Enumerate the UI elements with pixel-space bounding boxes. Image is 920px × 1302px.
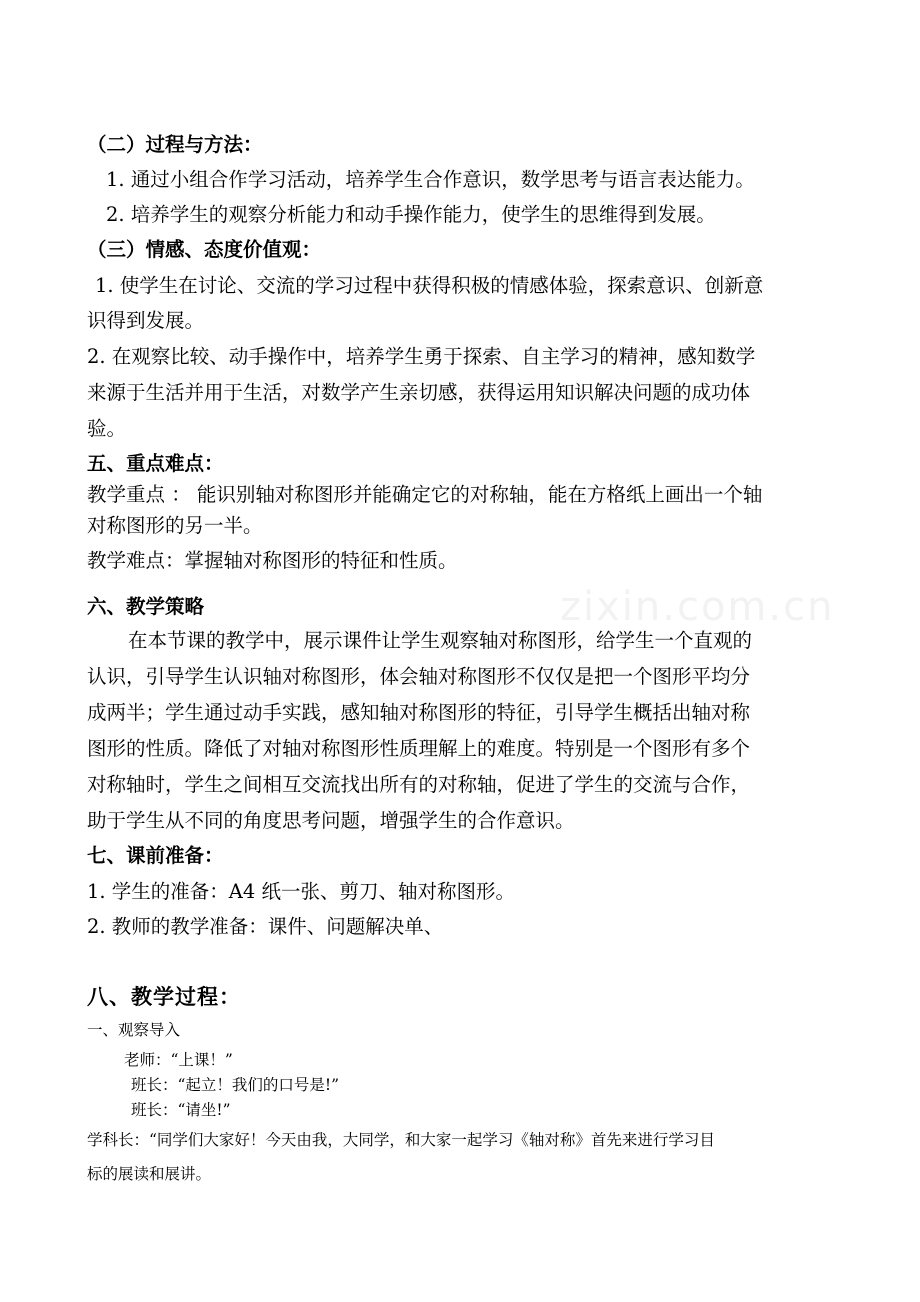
section5-key-line2: 对称图形的另一半。 — [87, 514, 263, 537]
section6-para-line: 在本节课的教学中，展示课件让学生观察轴对称图形，给学生一个直观的 — [128, 629, 753, 652]
section5-difficulty: 教学难点：掌握轴对称图形的特征和性质。 — [87, 549, 458, 572]
section6-para-line: 图形的性质。降低了对轴对称图形性质理解上的难度。特别是一个图形有多个 — [87, 737, 751, 760]
section3-item2-line2: 来源于生活并用于生活，对数学产生亲切感，获得运用知识解决问题的成功体 — [87, 381, 751, 404]
watermark: zixin.com.cn — [560, 584, 835, 630]
section7-heading: 七、课前准备： — [87, 844, 224, 867]
section6-heading: 六、教学策略 — [87, 595, 205, 618]
section6-para-line: 认识，引导学生认识轴对称图形，体会轴对称图形不仅仅是把一个图形平均分 — [87, 665, 751, 688]
section8-sub1: 一、观察导入 — [87, 1021, 181, 1039]
section6-para-line: 成两半；学生通过动手实践，感知轴对称图形的特征，引导学生概括出轴对称 — [87, 701, 751, 724]
section5-key-line1: 教学重点 ： 能识别轴对称图形并能确定它的对称轴，能在方格纸上画出一个轴 — [87, 483, 763, 506]
section2-item2: 2. 培养学生的观察分析能力和动手操作能力，使学生的思维得到发展。 — [106, 203, 716, 226]
section7-item1: 1. 学生的准备：A4 纸一张、剪刀、轴对称图形。 — [87, 880, 515, 903]
dialogue-teacher: 老师：“上课！” — [124, 1051, 233, 1069]
section3-heading: （三）情感、态度价值观： — [87, 238, 322, 261]
section2-heading: （二）过程与方法： — [87, 133, 263, 156]
section6-para-line: 助于学生从不同的角度思考问题，增强学生的合作意识。 — [87, 809, 575, 832]
section5-heading: 五、重点难点： — [87, 452, 224, 475]
section2-item1: 1. 通过小组合作学习活动，培养学生合作意识，数学思考与语言表达能力。 — [106, 168, 755, 191]
section6-para-line: 对称轴时，学生之间相互交流找出所有的对称轴，促进了学生的交流与合作， — [87, 773, 751, 796]
section8-heading: 八、教学过程： — [87, 985, 241, 1009]
section3-item1-line1: 1. 使学生在讨论、交流的学习过程中获得积极的情感体验，探索意识、创新意 — [95, 274, 764, 297]
dialogue-subject-leader-line2: 标的展读和展讲。 — [87, 1165, 212, 1183]
section3-item2-line3: 验。 — [87, 417, 127, 440]
section3-item2-line1: 2. 在观察比较、动手操作中，培养学生勇于探索、自主学习的精神，感知数学 — [87, 345, 756, 368]
section7-item2: 2. 教师的教学准备：课件、问题解决单、 — [87, 915, 444, 938]
dialogue-subject-leader-line1: 学科长：“同学们大家好！今天由我，大同学，和大家一起学习《轴对称》首先来进行学习目 — [87, 1131, 715, 1149]
dialogue-monitor-sit: 班长：“请坐!” — [131, 1101, 231, 1119]
section3-item1-line2: 识得到发展。 — [87, 309, 205, 332]
dialogue-monitor-stand: 班长：“起立！我们的口号是!” — [131, 1076, 340, 1094]
